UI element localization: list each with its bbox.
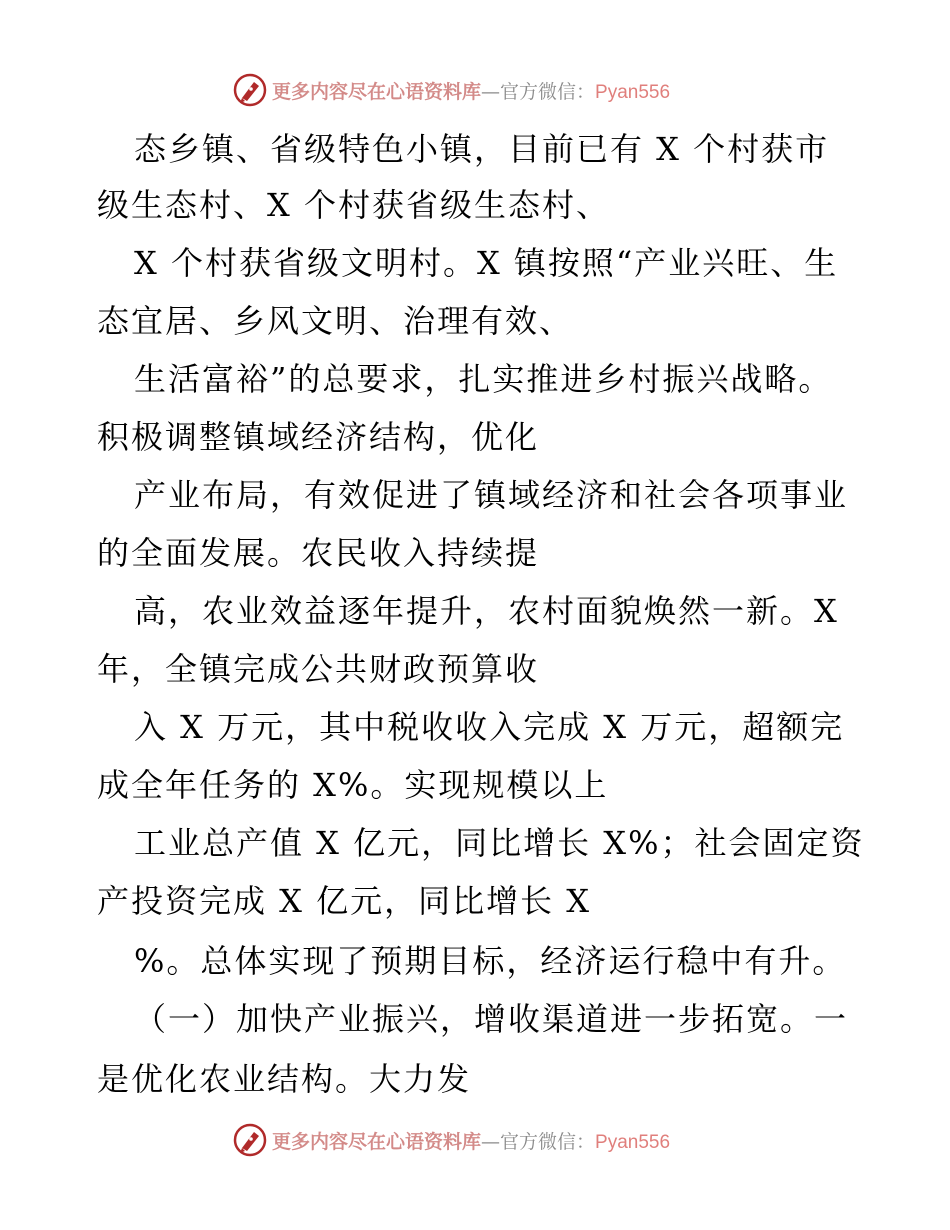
- text-line: 的全面发展。农民收入持续提: [97, 534, 540, 572]
- text-line: 工业总产值 X 亿元，同比增长 X%；社会固定资: [134, 824, 865, 862]
- watermark-wechat-id: Pyan556: [595, 1131, 671, 1153]
- watermark-text: 更多内容尽在心语资料库: [272, 80, 482, 103]
- text-line: 是优化农业结构。大力发: [97, 1060, 472, 1098]
- watermark-dash: —: [481, 1130, 501, 1153]
- text-line: 态宜居、乡风文明、治理有效、: [97, 302, 574, 340]
- pen-nib-logo-icon: [232, 1122, 268, 1158]
- watermark-wechat-label: 官方微信：: [500, 80, 596, 103]
- watermark-wechat-label: 官方微信：: [500, 1130, 596, 1153]
- text-line: 产业布局，有效促进了镇域经济和社会各项事业: [134, 476, 849, 514]
- watermark-dash: —: [481, 80, 501, 103]
- text-line: （一）加快产业振兴，增收渠道进一步拓宽。一: [134, 1000, 849, 1038]
- watermark-text: 更多内容尽在心语资料库: [272, 1130, 482, 1153]
- watermark-wechat-id: Pyan556: [595, 81, 671, 103]
- text-line: X 个村获省级文明村。X 镇按照“产业兴旺、生: [134, 244, 839, 282]
- text-line: 态乡镇、省级特色小镇，目前已有 X 个村获市: [134, 130, 830, 168]
- text-line: 积极调整镇域经济结构，优化: [97, 418, 540, 456]
- text-line: 产投资完成 X 亿元，同比增长 X: [97, 882, 592, 920]
- header-watermark: [0, 70, 950, 110]
- pen-nib-logo-icon: [232, 72, 268, 108]
- text-line: %。总体实现了预期目标，经济运行稳中有升。: [134, 942, 847, 980]
- footer-watermark: [0, 1120, 950, 1160]
- text-line: 高，农业效益逐年提升，农村面貌焕然一新。X: [134, 592, 839, 630]
- text-line: 级生态村、X 个村获省级生态村、: [97, 186, 610, 224]
- text-line: 年，全镇完成公共财政预算收: [97, 650, 540, 688]
- text-line: 成全年任务的 X%。实现规模以上: [97, 766, 609, 804]
- text-line: 生活富裕”的总要求，扎实推进乡村振兴战略。: [134, 360, 833, 398]
- text-line: 入 X 万元，其中税收收入完成 X 万元，超额完: [134, 708, 845, 746]
